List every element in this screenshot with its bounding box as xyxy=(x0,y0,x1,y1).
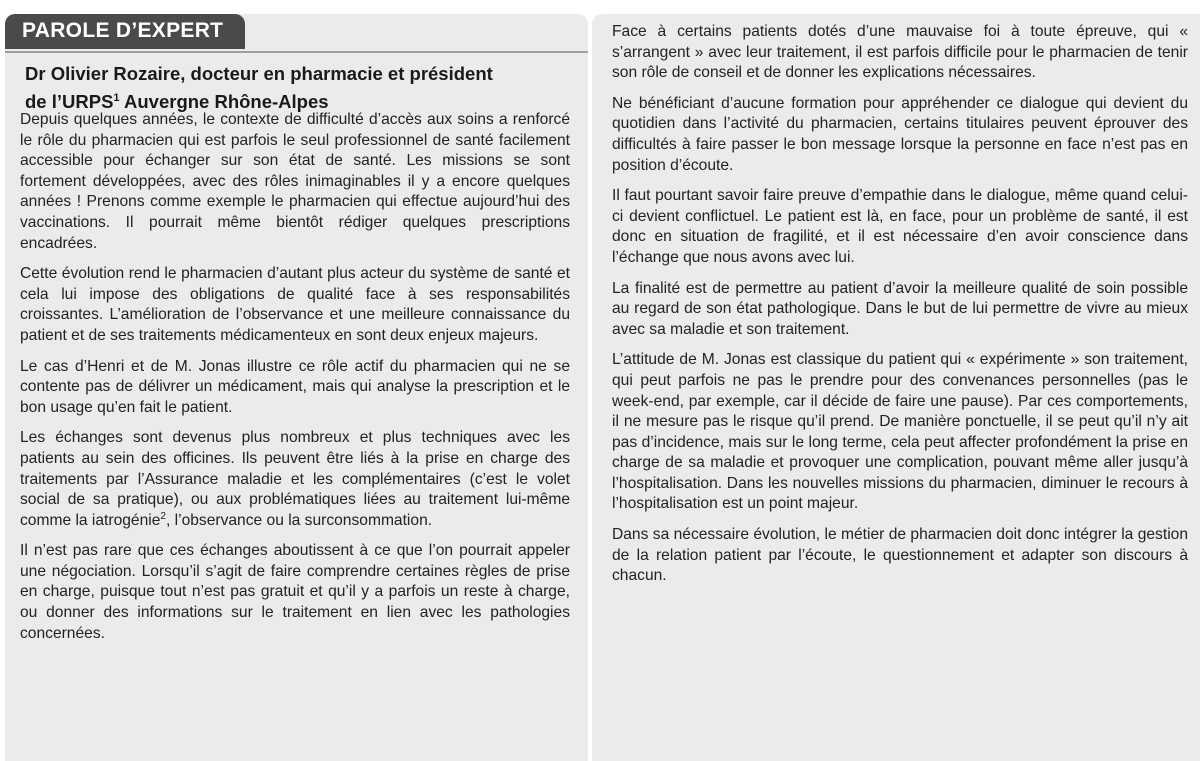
footnote-ref-2: 2 xyxy=(160,510,166,522)
footnote-ref-1: 1 xyxy=(113,92,120,104)
expert-heading xyxy=(25,62,573,114)
paragraph: Le cas d’Henri et de M. Jonas illustre ce rôle actif du pharmacien qui ne se contente pas de délivrer un médicament, mais qui analyse la prescription et le bon usage qu’en fait le patient. xyxy=(20,357,570,416)
paragraph: Ne bénéficiant d’aucune formation pour appréhender ce dialogue qui devient du quotidien dans l’activité du pharmacien, certains titulaires peuvent éprouver des difficultés à faire passer le bon message lorsque la personne en face n’est pas en position d’écoute. xyxy=(612,94,1188,174)
expert-line-2-pre: de l’URPS xyxy=(25,91,114,113)
paragraph: Cette évolution rend le pharmacien d’autant plus acteur du système de santé et cela lui impose des obligations de qualité face à ses responsabilités croissantes. L’amélioration de l’observance et une meilleure connaissance du patient et de ses traitements médicamenteux en sont deux enjeux majeurs. xyxy=(20,265,570,344)
expert-line-2-post: Auvergne Rhône-Alpes xyxy=(119,91,329,113)
paragraph: Depuis quelques années, le contexte de difficulté d’accès aux soins a renforcé le rôle du pharmacien qui est parfois le seul professionnel de santé facilement accessible pour échanger sur son état de santé. Les missions se sont fortement développées, avec des rôles inimaginables il y a encore quelques années ! Prenons comme exemple le pharmacien qui effectue aujourd’hui des vaccinations. Il pourrait même bientôt rédiger quelques prescriptions encadrées. xyxy=(20,111,570,252)
paragraph: La finalité est de permettre au patient d’avoir la meilleure qualité de soin possible au regard de son état pathologique. Dans le but de lui permettre de vivre au mieux avec sa maladie et son traitement. xyxy=(612,279,1188,338)
right-body-text xyxy=(612,22,1188,597)
paragraph-text: , l’observance ou la surconsommation. xyxy=(165,511,433,529)
paragraph: Face à certains patients dotés d’une mauvaise foi à toute épreuve, qui « s’arrangent » avec leur traitement, il est parfois difficile pour le pharmacien de tenir son rôle de conseil et de donner les explications nécessaires. xyxy=(612,23,1188,82)
paragraph-text: Les échanges sont devenus plus nombreux et plus techniques avec les patients au sein des officines. Ils peuvent être liés à la prise en charge des traitements par l’Assurance maladie et les complémentaires (c’est le volet social de sa pratique), ou aux problématiques liées au traitement lui-même comme la iatrogénie xyxy=(20,429,570,529)
paragraph: Dans sa nécessaire évolution, le métier de pharmacien doit donc intégrer la gestion de la relation patient par l’écoute, le questionnement et adapter son discours à chacun. xyxy=(612,526,1188,585)
left-body-text xyxy=(20,110,570,654)
section-tag: PAROLE D’EXPERT xyxy=(5,14,245,49)
paragraph: Il n’est pas rare que ces échanges aboutissent à ce que l’on pourrait appeler une négociation. Lorsqu’il s’agit de faire comprendre certaines règles de prise en charge, puisque tout n’est pas gratuit et qu’il y a parfois un reste à charge, ou donner des informations sur le traitement en lien avec les pathologies concernées. xyxy=(20,542,570,642)
paragraph xyxy=(20,428,570,531)
paragraph: L’attitude de M. Jonas est classique du patient qui « expérimente » son traitement, qui peut parfois ne pas le prendre pour des convenances personnelles (pas le week-end, par exemple, car il décide de faire une pause). Par ces comportements, il ne mesure pas le risque qu’il prend. De manière ponctuelle, il se peut qu’il n’y ait pas d’incidence, mais sur le long terme, cela peut affecter profondément la prise en charge de sa maladie et provoquer une complication, pouvant même aller jusqu’à l’hospitalisation. Dans les nouvelles missions du pharmacien, diminuer le recours à l’hospitalisation est un point majeur. xyxy=(612,351,1188,513)
paragraph: Il faut pourtant savoir faire preuve d’empathie dans le dialogue, même quand celui-ci devient conflictuel. Le patient est là, en face, pour un problème de santé, il est donc en situation de fragilité, et il est nécessaire d’en avoir conscience dans l’échange que nous avons avec lui. xyxy=(612,187,1188,266)
expert-line-1: Dr Olivier Rozaire, docteur en pharmacie et président xyxy=(25,63,493,84)
